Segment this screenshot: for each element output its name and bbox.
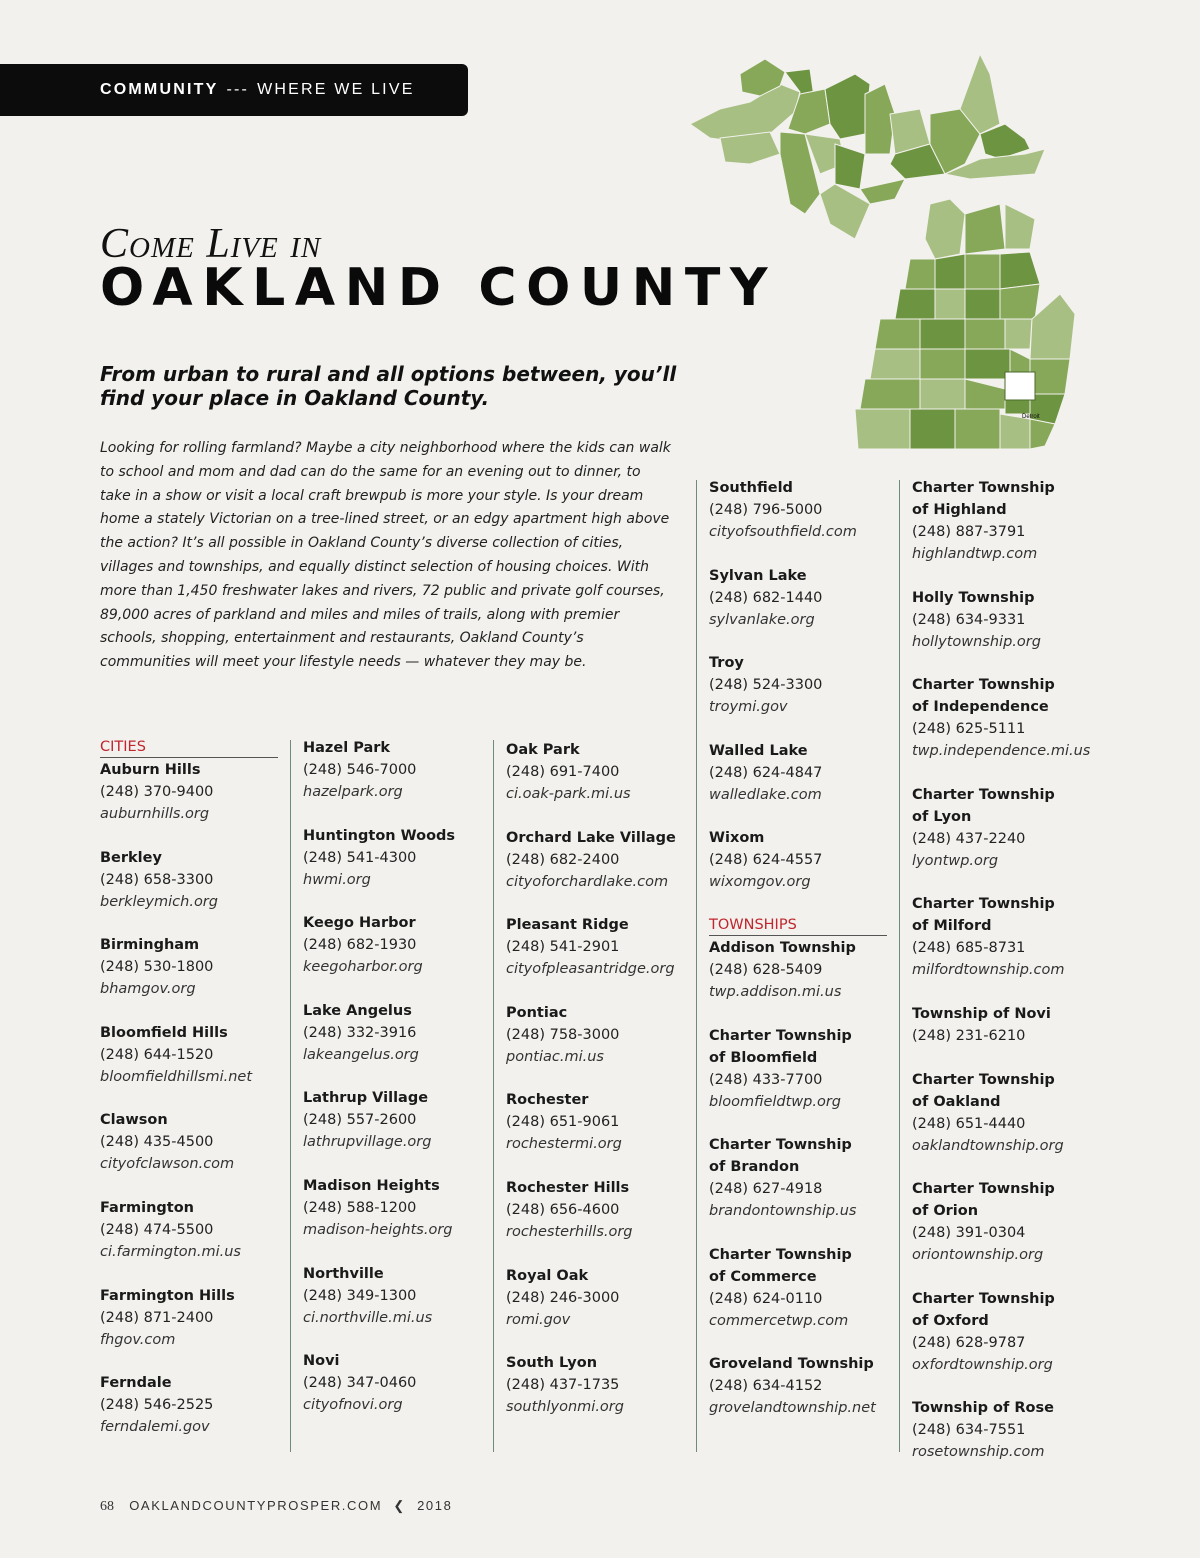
list-item: Rochester (248) 651-9061 rochestermi.org (506, 1092, 622, 1153)
oakland-county-highlight (1005, 372, 1035, 400)
page-title: OAKLAND COUNTY (100, 258, 778, 318)
directory-column-2 (303, 737, 483, 1438)
list-item: Royal Oak (248) 246-3000 romi.gov (506, 1267, 620, 1328)
list-item: Birmingham (248) 530-1800 bhamgov.org (100, 937, 214, 998)
list-item: Ferndale (248) 546-2525 ferndalemi.gov (100, 1375, 214, 1436)
list-item: Groveland Township (248) 634-4152 grovelandtownship.net (709, 1356, 876, 1417)
list-item: Wixom (248) 624-4557 wixomgov.org (709, 830, 823, 891)
list-item: Lathrup Village (248) 557-2600 lathrupvillage.org (303, 1090, 432, 1151)
list-item: Charter Township of Oxford (248) 628-9787 oxfordtownship.org (912, 1290, 1055, 1373)
title-small: Come Live in (100, 221, 322, 267)
list-item: Southfield (248) 796-5000 cityofsouthfield.com (709, 480, 857, 540)
footer-year: 2018 (417, 1498, 453, 1513)
list-item: Holly Township (248) 634-9331 hollytownship.org (912, 589, 1041, 650)
list-item: Northville (248) 349-1300 ci.northville.mi.us (303, 1265, 433, 1326)
list-item: Charter Township of Highland (248) 887-3791 highlandtwp.com (912, 480, 1055, 562)
list-item: Farmington (248) 474-5500 ci.farmington.mi.us (100, 1199, 241, 1260)
list-item: Walled Lake (248) 624-4847 walledlake.com (709, 742, 823, 803)
list-item: Oak Park (248) 691-7400 ci.oak-park.mi.us (506, 742, 631, 802)
list-item: Pleasant Ridge (248) 541-2901 cityofpleasantridge.org (506, 917, 675, 978)
list-item: Charter Township of Lyon (248) 437-2240 lyontwp.org (912, 786, 1055, 869)
list-item: Novi (248) 347-0460 cityofnovi.org (303, 1353, 417, 1414)
section-separator: --- (226, 81, 250, 98)
list-item: Charter Township of Milford (248) 685-8731 milfordtownship.com (912, 896, 1065, 979)
cities-heading: CITIES (100, 737, 278, 758)
list-item: Bloomfield Hills (248) 644-1520 bloomfieldhillsmi.net (100, 1024, 253, 1085)
list-item: Lake Angelus (248) 332-3916 lakeangelus.org (303, 1002, 419, 1063)
list-item: Sylvan Lake (248) 682-1440 sylvanlake.org (709, 567, 823, 628)
column-divider (493, 740, 494, 1452)
page-footer (100, 1498, 452, 1515)
list-item: Charter Township of Independence (248) 625-5111 twp.independence.mi.us (912, 677, 1091, 760)
section-tab (0, 64, 468, 116)
lower-peninsula (855, 199, 1075, 449)
list-item: Troy (248) 524-3300 troymi.gov (709, 655, 823, 716)
section-primary: COMMUNITY (100, 81, 219, 98)
list-item: Farmington Hills (248) 871-2400 fhgov.com (100, 1287, 235, 1348)
list-item: Addison Township (248) 628-5409 twp.addison.mi.us (709, 939, 856, 1000)
list-item: Charter Township of Bloomfield (248) 433-7700 bloomfieldtwp.org (709, 1027, 852, 1110)
list-item: Charter Township of Brandon (248) 627-4918 brandontownship.us (709, 1137, 857, 1220)
list-item: Huntington Woods (248) 541-4300 hwmi.org (303, 827, 456, 888)
list-item: Pontiac (248) 758-3000 pontiac.mi.us (506, 1004, 620, 1065)
list-item: Township of Novi (248) 231-6210 (912, 1005, 1051, 1044)
list-item: Orchard Lake Village (248) 682-2400 cityoforchardlake.com (506, 829, 676, 890)
directory-column-3 (506, 739, 686, 1440)
list-item: Clawson (248) 435-4500 cityofclawson.com (100, 1112, 235, 1173)
list-item: Charter Township of Orion (248) 391-0304 oriontownship.org (912, 1181, 1055, 1264)
list-item: Charter Township of Commerce (248) 624-0110 commercetwp.com (709, 1246, 852, 1329)
list-item: Berkley (248) 658-3300 berkleymich.org (100, 849, 218, 910)
list-item: Rochester Hills (248) 656-4600 rochesterhills.org (506, 1179, 633, 1240)
column-divider (290, 740, 291, 1452)
section-secondary: WHERE WE LIVE (257, 81, 415, 98)
michigan-county-map (680, 14, 1100, 464)
directory-column-4 (709, 477, 889, 1441)
list-item: Madison Heights (248) 588-1200 madison-heights.org (303, 1177, 453, 1238)
subhead: From urban to rural and all options between, you’ll find your place in Oakland County. (100, 362, 677, 410)
column-divider (696, 480, 697, 1452)
column-divider (899, 480, 900, 1452)
list-item: Hazel Park (248) 546-7000 hazelpark.org (303, 740, 417, 800)
detroit-label: Detroit (1022, 414, 1040, 420)
townships-heading: TOWNSHIPS (709, 915, 887, 936)
directory-column-5 (912, 477, 1092, 1485)
list-item: Charter Township of Oakland (248) 651-4440 oaklandtownship.org (912, 1071, 1064, 1154)
intro-paragraph: Looking for rolling farmland? Maybe a city neighborhood where the kids can walk to school and mom and dad can do the same for an evening out to dinner, to take in a show or visit a local craft brewpub is more your style. Is your dream home a stately Victorian on a tree-lined street, or an edgy apartment high above the action? It’s all possible in Oakland County’s diverse collection of cities, villages and townships, and equally distinct selection of housing choices. With more than 1,450 freshwater lakes and rivers, 72 public and private golf courses, 89,000 acres of parkland and miles and miles of trails, along with premier schools, shopping, entertainment and restaurants, Oakland County’s communities will meet your lifestyle needs — whatever they may be. (100, 440, 671, 671)
list-item: Keego Harbor (248) 682-1930 keegoharbor.org (303, 915, 423, 976)
list-item: Auburn Hills (248) 370-9400 auburnhills.org (100, 762, 214, 822)
directory-column-1 (100, 737, 280, 1460)
list-item: Township of Rose (248) 634-7551 rosetownship.com (912, 1400, 1054, 1461)
footer-site: OAKLANDCOUNTYPROSPER.COM (129, 1498, 383, 1513)
list-item: South Lyon (248) 437-1735 southlyonmi.org (506, 1355, 624, 1416)
footer-mark-icon: ❮ (393, 1498, 406, 1513)
page-number: 68 (100, 1499, 114, 1514)
